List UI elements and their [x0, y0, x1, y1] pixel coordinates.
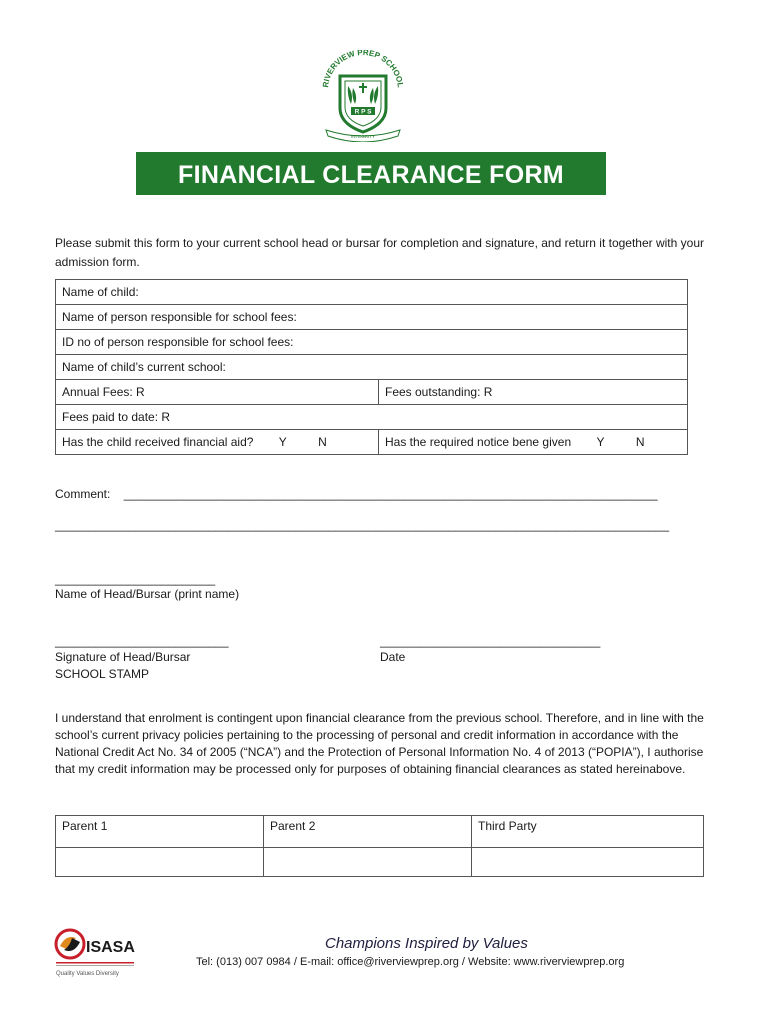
parent-1-signature-cell[interactable] — [56, 848, 264, 877]
annual-fees-field[interactable]: Annual Fees: R — [56, 380, 379, 405]
parties-table — [55, 815, 704, 877]
footer-tagline: Champions Inspired by Values — [325, 935, 528, 952]
table-row — [56, 380, 688, 405]
head-name-label: Name of Head/Bursar (print name) — [55, 587, 240, 601]
school-crest-logo — [318, 50, 408, 142]
school-stamp-label: SCHOOL STAMP — [55, 667, 150, 681]
consent-paragraph: I understand that enrolment is contingent upon financial clearance from the previous school. Therefore, and in line with the school’s current privacy policies pertaining to the processing of personal and credit information in accordance with the National Credit Act No. 34 of 2005 (“NCA”) and the Protection of Personal Information No. 4 of 2013 (“POPIA”), I authorise that my credit information may be processed only for purposes of obtaining financial clearances as stated hereinabove. — [55, 711, 704, 776]
financial-aid-no-option[interactable]: N — [318, 435, 327, 449]
footer-contact: Tel: (013) 007 0984 / E-mail: office@riverviewprep.org / Website: www.riverviewprep.org — [196, 956, 625, 968]
date-label: Date — [380, 650, 406, 664]
table-row — [56, 305, 688, 330]
signature-label: Signature of Head/Bursar — [55, 650, 191, 664]
isasa-wordmark: ISASA — [86, 939, 135, 956]
table-row — [56, 848, 704, 877]
crest-motto: INTEGRITY — [350, 134, 376, 139]
financial-aid-question: Has the child received financial aid? — [62, 435, 254, 449]
table-row — [56, 355, 688, 380]
third-party-header: Third Party — [472, 816, 704, 848]
crest-initials: R P S — [354, 108, 372, 116]
table-row — [56, 405, 688, 430]
third-party-signature-cell[interactable] — [472, 848, 704, 877]
financial-aid-yes-option[interactable]: Y — [278, 435, 287, 449]
table-row — [56, 330, 688, 355]
current-school-field[interactable]: Name of child’s current school: — [56, 355, 688, 380]
intro-text: Please submit this form to your current school head or bursar for completion and signature, and return it together with your admission form. — [55, 236, 704, 269]
isasa-tagline: Quality Values Diversity — [56, 971, 119, 977]
financial-aid-cell — [56, 430, 379, 455]
comment-row — [55, 487, 658, 501]
crest-arc-text: RIVERVIEW PREP SCHOOL — [321, 50, 405, 89]
child-name-field[interactable]: Name of child: — [56, 280, 688, 305]
date-line[interactable]: _________________________________ — [380, 634, 601, 648]
form-title: FINANCIAL CLEARANCE FORM — [136, 152, 606, 195]
table-row — [56, 280, 688, 305]
comment-line-2[interactable]: ____________________________________________________________________________________________ — [55, 518, 669, 532]
parent-2-header: Parent 2 — [264, 816, 472, 848]
notice-cell — [379, 430, 688, 455]
table-row — [56, 816, 704, 848]
signature-line[interactable]: __________________________ — [55, 634, 229, 648]
notice-no-option[interactable]: N — [635, 435, 645, 449]
isasa-logo — [54, 928, 138, 980]
notice-yes-option[interactable]: Y — [596, 435, 605, 449]
parent-1-header: Parent 1 — [56, 816, 264, 848]
fees-paid-field[interactable]: Fees paid to date: R — [56, 405, 688, 430]
responsible-id-field[interactable]: ID no of person responsible for school fees: — [56, 330, 688, 355]
notice-question: Has the required notice bene given — [385, 435, 572, 449]
responsible-name-field[interactable]: Name of person responsible for school fees: — [56, 305, 688, 330]
head-name-line[interactable]: ________________________ — [55, 572, 216, 586]
fees-outstanding-field[interactable]: Fees outstanding: R — [379, 380, 688, 405]
comment-label: Comment: — [55, 487, 111, 501]
parent-2-signature-cell[interactable] — [264, 848, 472, 877]
details-table — [55, 279, 688, 455]
table-row — [56, 430, 688, 455]
comment-line-1[interactable]: ________________________________________________________________________________ — [123, 487, 658, 501]
